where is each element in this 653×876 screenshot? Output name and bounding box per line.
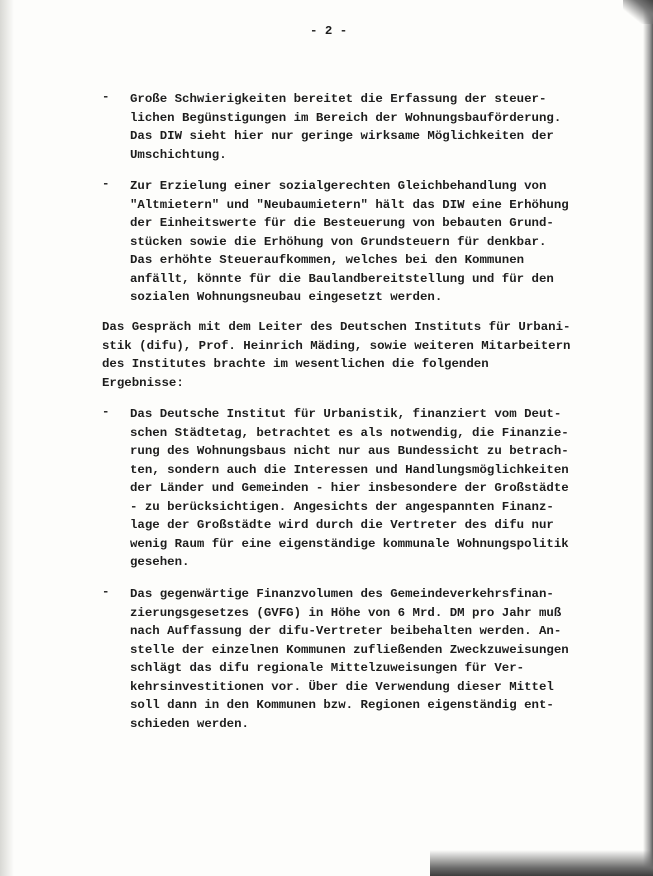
- text-line: lage der Großstädte wird durch die Vertreter des difu nur: [130, 518, 554, 532]
- text-line: Große Schwierigkeiten bereitet die Erfassung der steuer-: [130, 92, 547, 106]
- text-line: Das erhöhte Steueraufkommen, welches bei den Kommunen: [130, 253, 525, 267]
- text-line: der Länder und Gemeinden - hier insbesondere der Großstädte: [130, 481, 569, 495]
- body-paragraph: [102, 318, 570, 392]
- text-line: lichen Begünstigungen im Bereich der Wohnungsbauförderung.: [130, 110, 562, 125]
- text-line: zierungsgesetzes (GVFG) in Höhe von 6 Mrd. DM pro Jahr muß: [130, 605, 562, 620]
- text-line: Das gegenwärtige Finanzvolumen des Gemeindeverkehrsfinan-: [130, 587, 554, 601]
- text-line: wenig Raum für eine eigenständige kommunale Wohnungspolitik: [130, 536, 569, 551]
- bullet-dash: -: [102, 177, 110, 191]
- text-line: stelle der einzelnen Kommunen zufließenden Zweckzuweisungen: [130, 642, 569, 657]
- text-line: nach Auffassung der difu-Vertreter beibehalten werden. An-: [130, 624, 562, 638]
- text-line: des Institutes brachte im wesentlichen die folgenden: [102, 357, 489, 371]
- text-line: Zur Erzielung einer sozialgerechten Gleichbehandlung von: [130, 179, 547, 193]
- text-line: sozialen Wohnungsneubau eingesetzt werden.: [130, 290, 443, 304]
- scan-edge-bottom: [430, 850, 653, 876]
- bullet-item: [130, 90, 561, 164]
- text-line: - zu berücksichtigen. Angesichts der angespannten Finanz-: [130, 499, 554, 514]
- text-line: Das Deutsche Institut für Urbanistik, finanziert vom Deut-: [130, 407, 562, 421]
- text-line: anfällt, könnte für die Baulandbereitstellung und für den: [130, 271, 554, 286]
- text-line: Ergebnisse:: [102, 375, 184, 390]
- bullet-item: [130, 177, 569, 307]
- text-line: Umschichtung.: [130, 147, 227, 162]
- text-line: schlägt das difu regionale Mittelzuweisungen für Ver-: [130, 661, 525, 675]
- text-line: schieden werden.: [130, 716, 249, 731]
- bullet-dash: -: [102, 90, 110, 104]
- text-line: rung des Wohnungsbaus nicht nur aus Bundessicht zu betrach-: [130, 444, 569, 458]
- text-line: schen Städtetag, betrachtet es als notwendig, die Finanzie-: [130, 425, 569, 440]
- text-line: gesehen.: [130, 555, 190, 569]
- text-line: kehrsinvestitionen vor. Über die Verwendung dieser Mittel: [130, 679, 554, 694]
- text-line: stik (difu), Prof. Heinrich Mäding, sowie weiteren Mitarbeitern: [102, 338, 571, 353]
- bullet-dash: -: [102, 405, 110, 419]
- bullet-item: [130, 405, 569, 572]
- bullet-dash: -: [102, 585, 110, 599]
- scan-edge-left: [0, 0, 14, 876]
- bullet-item: [130, 585, 569, 733]
- page-number: - 2 -: [310, 24, 348, 38]
- text-line: ten, sondern auch die Interessen und Handlungsmöglichkeiten: [130, 462, 569, 477]
- text-line: der Einheitswerte für die Besteuerung von bebauten Grund-: [130, 216, 554, 230]
- scan-corner-top-right: [623, 0, 653, 24]
- text-line: Das DIW sieht hier nur geringe wirksame Möglichkeiten der: [130, 129, 554, 143]
- text-line: soll dann in den Kommunen bzw. Regionen eigenständig ent-: [130, 698, 554, 712]
- text-line: Das Gespräch mit dem Leiter des Deutschen Instituts für Urbani-: [102, 320, 571, 334]
- text-line: stücken sowie die Erhöhung von Grundsteuern für denkbar.: [130, 234, 547, 249]
- text-line: "Altmietern" und "Neubaumietern" hält das DIW eine Erhöhung: [130, 197, 569, 212]
- scan-edge-right: [643, 0, 653, 876]
